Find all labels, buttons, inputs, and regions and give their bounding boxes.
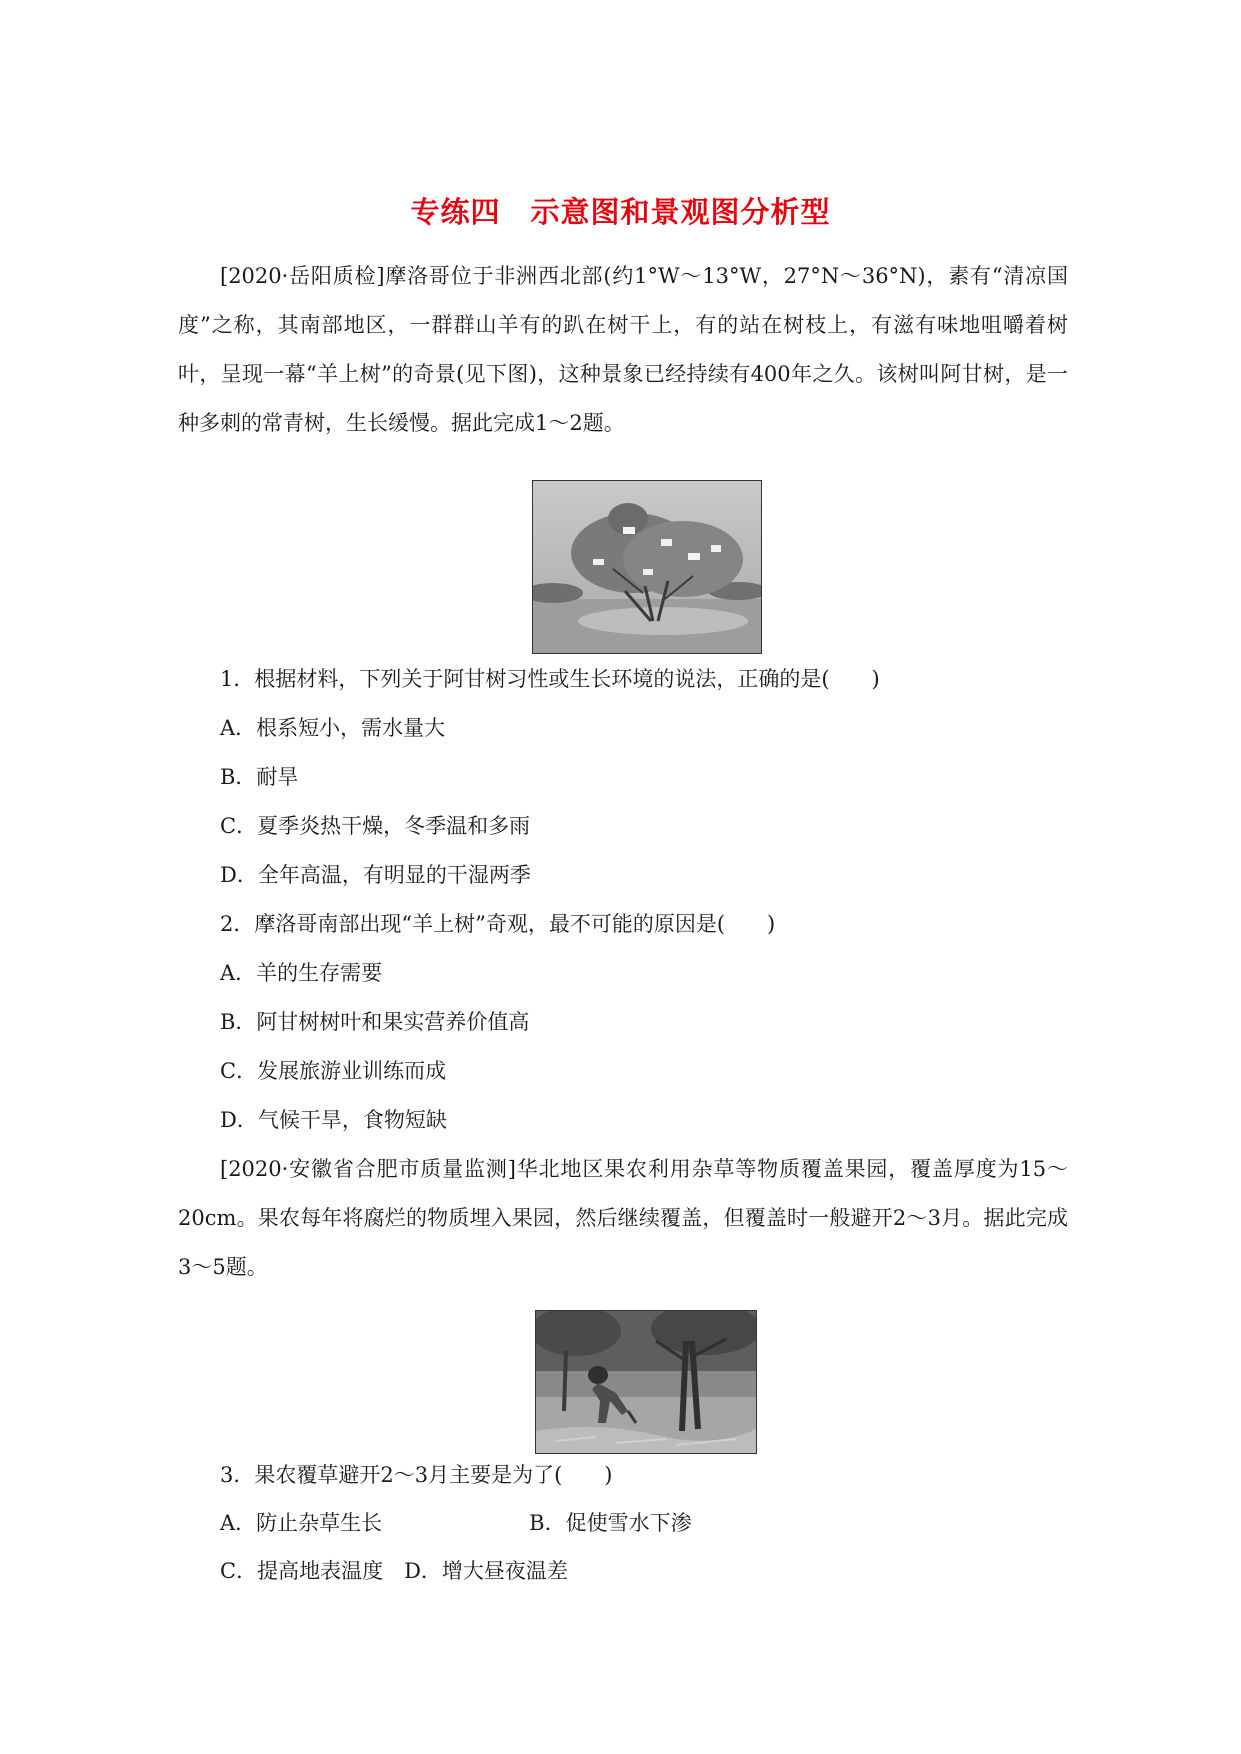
- orchard-mulching-photo: [535, 1310, 757, 1454]
- q1-option-c: C．夏季炎热干燥，冬季温和多雨: [220, 814, 531, 838]
- q1-option-b: B．耐旱: [220, 765, 299, 789]
- q1-option-a: A．根系短小，需水量大: [220, 716, 446, 740]
- q1-option-d: D．全年高温，有明显的干湿两季: [220, 863, 531, 887]
- q2-stem: 2．摩洛哥南部出现“羊上树”奇观，最不可能的原因是( ): [220, 912, 776, 936]
- q3-stem: 3．果农覆草避开2～3月主要是为了( ): [220, 1463, 613, 1487]
- q2-option-d: D．气候干旱，食物短缺: [220, 1108, 447, 1132]
- page-title: 专练四 示意图和景观图分析型: [410, 195, 831, 229]
- q2-option-a: A．羊的生存需要: [220, 961, 383, 985]
- goats-in-tree-photo: [532, 480, 762, 654]
- goats-in-tree-illustration: [533, 481, 761, 653]
- q3-options-cd: C．提高地表温度 D．增大昼夜温差: [220, 1559, 568, 1583]
- q2-option-b: B．阿甘树树叶和果实营养价值高: [220, 1010, 530, 1034]
- orchard-mulching-illustration: [536, 1311, 756, 1453]
- q1-stem: 1．根据材料，下列关于阿甘树习性或生长环境的说法，正确的是( ): [220, 667, 880, 691]
- q2-option-c: C．发展旅游业训练而成: [220, 1059, 447, 1083]
- intro-paragraph-1: [2020·岳阳质检]摩洛哥位于非洲西北部(约1°W～13°W，27°N～36°N)，素有“清凉国度”之称，其南部地区，一群群山羊有的趴在树干上，有的站在树枝上，有滋有味地咀嚼着树叶，呈现一幕“羊上树”的奇景(见下图)，这种景象已经持续有400年之久。该树叫阿甘树，是一种多刺的常青树，生长缓慢。据此完成1～2题。: [178, 264, 1068, 435]
- q3-options-ab: A．防止杂草生长 B．促使雪水下渗: [220, 1511, 692, 1535]
- intro-paragraph-2: [2020·安徽省合肥市质量监测]华北地区果农利用杂草等物质覆盖果园，覆盖厚度为15～20cm。果农每年将腐烂的物质埋入果园，然后继续覆盖，但覆盖时一般避开2～3月。据此完成3～5题。: [178, 1157, 1068, 1279]
